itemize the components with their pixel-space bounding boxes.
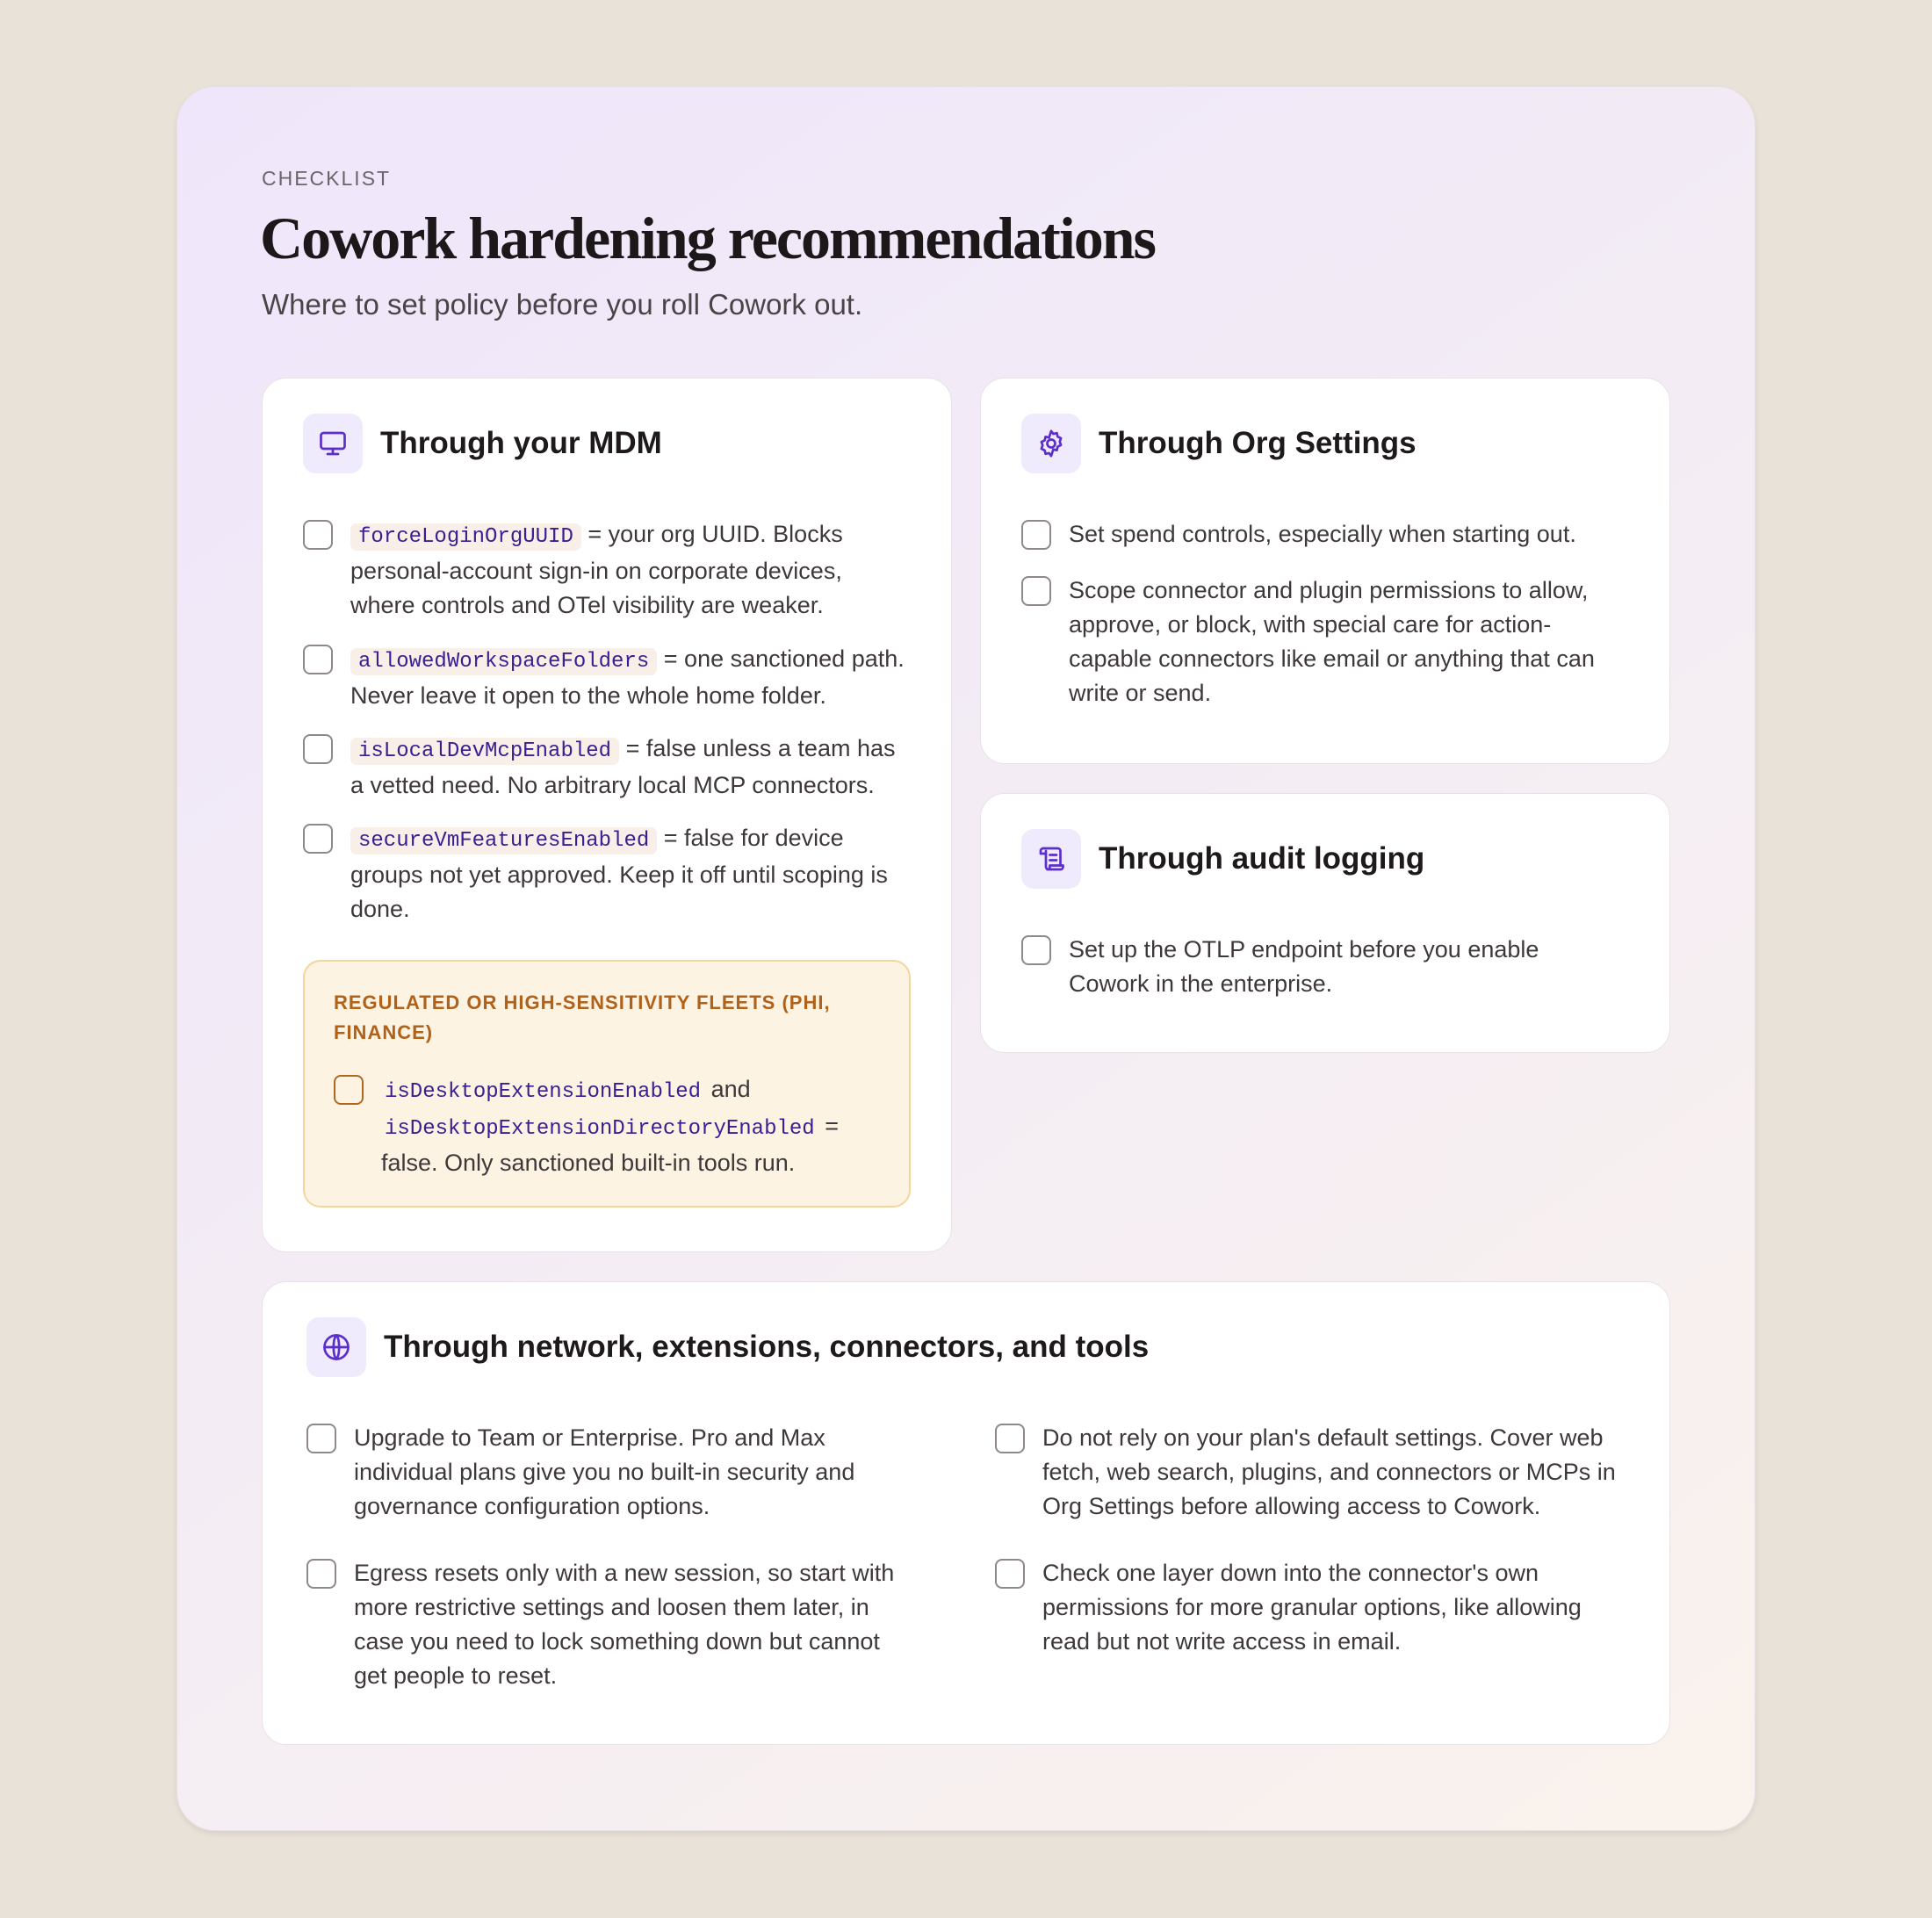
notice-item-desktop-extension: isDesktopExtensionEnabled and isDesktopExtensionDirectoryEnabled = false. Only sanctioned built-in tools run. <box>334 1072 896 1178</box>
audit-item-otlp: Set up the OTLP endpoint before you enable Cowork in the enterprise. <box>1021 933 1645 1003</box>
network-item-upgrade-plan: Upgrade to Team or Enterprise. Pro and Max individual plans give you no built-in security and governance configuration options. <box>306 1421 939 1526</box>
org-item-spend-controls: Set spend controls, especially when starting out. <box>1021 517 1645 554</box>
org-item-connector-permissions: Scope connector and plugin permissions to allow, approve, or block, with special care for action- capable connectors like email or anything that can write or send. <box>1021 573 1645 714</box>
checkbox[interactable] <box>995 1424 1025 1453</box>
audit-logging-card <box>980 793 1670 1053</box>
network-card <box>262 1281 1670 1745</box>
checkbox[interactable] <box>306 1559 336 1589</box>
globe-icon <box>306 1317 366 1377</box>
policy-key: secureVmFeaturesEnabled <box>350 827 657 854</box>
policy-key: isDesktopExtensionDirectoryEnabled <box>385 1117 815 1141</box>
checkbox[interactable] <box>1021 576 1051 606</box>
gear-icon <box>1021 414 1081 473</box>
network-item-connector-permissions: Check one layer down into the connector's own permissions for more granular options, like allowing read but not write access in email. <box>995 1556 1645 1662</box>
policy-key: forceLoginOrgUUID <box>350 523 581 551</box>
checkbox[interactable] <box>1021 935 1051 965</box>
eyebrow-label: CHECKLIST <box>262 167 392 190</box>
org-settings-card <box>980 378 1670 764</box>
mdm-item-workspace-folders: allowedWorkspaceFolders = one sanctioned path. Never leave it open to the whole home folder. <box>303 642 926 712</box>
checkbox[interactable] <box>995 1559 1025 1589</box>
checkbox[interactable] <box>303 734 333 764</box>
network-item-default-settings: Do not rely on your plan's default settings. Cover web fetch, web search, plugins, and connectors or MCPs in Org Settings before allowing access to Cowork. <box>995 1421 1645 1526</box>
network-card-title: Through network, extensions, connectors, and tools <box>384 1330 1150 1364</box>
mdm-item-local-dev-mcp: isLocalDevMcpEnabled = false unless a team has a vetted need. No arbitrary local MCP connectors. <box>303 732 926 802</box>
scroll-icon <box>1021 829 1081 889</box>
policy-key: allowedWorkspaceFolders <box>350 648 657 675</box>
mdm-item-secure-vm: secureVmFeaturesEnabled = false for device groups not yet approved. Keep it off until scoping is done. <box>303 821 926 927</box>
org-settings-card-title: Through Org Settings <box>1099 426 1417 460</box>
page-title: Cowork hardening recommendations <box>260 205 1155 271</box>
audit-logging-card-title: Through audit logging <box>1099 841 1425 876</box>
mdm-card-title: Through your MDM <box>380 426 662 460</box>
checkbox[interactable] <box>303 824 333 854</box>
monitor-icon <box>303 414 363 473</box>
mdm-item-force-login: forceLoginOrgUUID = your org UUID. Blocks personal-account sign-in on corporate devices, where controls and OTel visibility are weaker. <box>303 517 926 623</box>
checkbox[interactable] <box>1021 520 1051 550</box>
notice-title: REGULATED OR HIGH-SENSITIVITY FLEETS (PHI, FINANCE) <box>334 991 831 1043</box>
regulated-fleets-notice <box>303 960 911 1208</box>
checkbox[interactable] <box>334 1075 364 1105</box>
checkbox[interactable] <box>306 1424 336 1453</box>
checkbox[interactable] <box>303 645 333 674</box>
policy-key: isLocalDevMcpEnabled <box>350 738 619 765</box>
checkbox[interactable] <box>303 520 333 550</box>
network-item-egress-resets: Egress resets only with a new session, so start with more restrictive settings and loosen them later, in case you need to lock something down but cannot get people to reset. <box>306 1556 939 1697</box>
policy-key: isDesktopExtensionEnabled <box>385 1080 702 1104</box>
page-subtitle: Where to set policy before you roll Cowork out. <box>262 288 863 321</box>
